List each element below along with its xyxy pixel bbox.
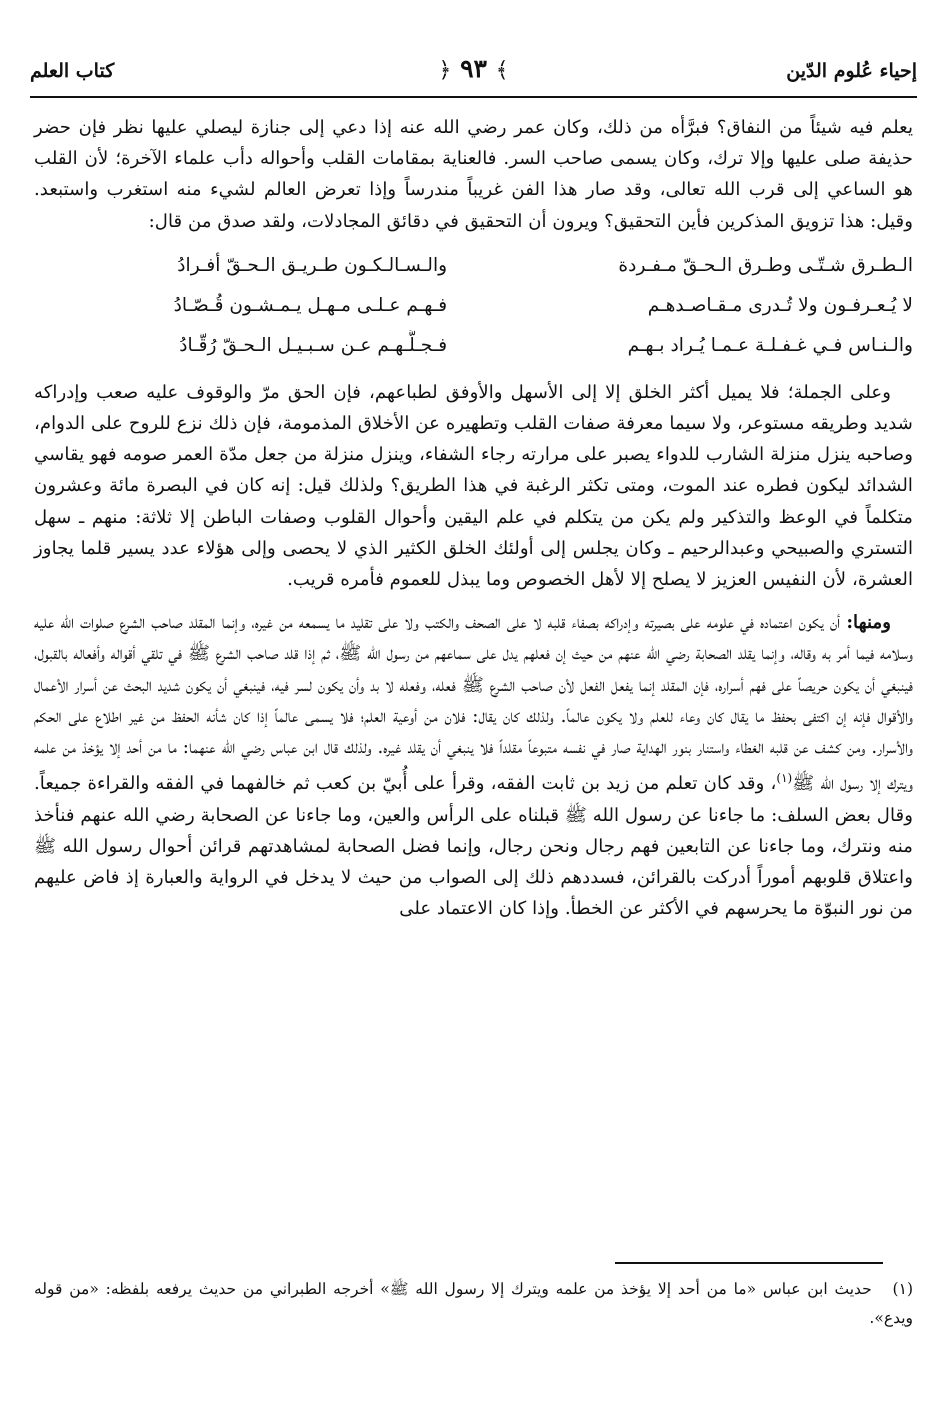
verse-second-hemistich: والـسـالـكـون طـريـق الـحـقّ أفـرادُ xyxy=(177,255,448,277)
right-ornament-icon: ﴿ xyxy=(438,58,452,83)
footnote-number: (١) xyxy=(892,1280,913,1298)
footnote-text: حديث ابن عباس «ما من أحد إلا يؤخذ من علمه ويترك إلا رسول الله ﷺ» أخرجه الطبراني من حديث يرفعه بلفظه: «من قوله ويدع». xyxy=(34,1280,913,1327)
footnote-reference[interactable]: (١) xyxy=(776,771,793,786)
verse-first-hemistich: والـنـاس فـي غـفـلـة عـمـا يُـراد بـهـم xyxy=(627,335,913,357)
paragraph-1: يعلم فيه شيئاً من النفاق؟ فبرَّأه من ذلك، وكان عمر رضي الله عنه إذا دعي إلى جنازة ليصلي عليها نظر فإن حضر حذيفة صلى عليها وإلا ترك، وكان يسمى صاحب السر. فالعناية بمقامات القلب وأحواله دأب علماء الآخرة؛ لأن القلب هو الساعي إلى قرب الله تعالى، وقد صار هذا الفن غريباً مندرساً وإذا تعرض العالم لشيء منه استغرب واستبعد. وقيل: هذا تزويق المذكرين فأين التحقيق؟ ويرون أن التحقيق في دقائق المجادلات، ولقد صدق من قال: xyxy=(34,117,913,232)
paragraph-3-lead: ومنها: xyxy=(846,612,891,634)
poem-verse xyxy=(34,326,913,366)
page-number: ٩٣ xyxy=(460,54,487,83)
verse-second-hemistich: فـجـلُّـهـم عـن سـبـيـل الـحـقّ رُقّـادُ xyxy=(179,335,448,357)
left-ornament-icon: ﴾ xyxy=(495,58,509,83)
footnote-rule xyxy=(615,1262,883,1264)
footnote xyxy=(34,1275,913,1333)
main-text xyxy=(34,112,913,924)
poem-verse xyxy=(34,246,913,286)
footnotes xyxy=(34,1275,913,1333)
verse-second-hemistich: فـهـم عـلـى مـهـل يـمـشـون قُـصّـادُ xyxy=(173,295,448,317)
verse-first-hemistich: الـطـرق شـتّـى وطـرق الـحـقّ مـفـردة xyxy=(618,255,913,277)
paragraph-3-text: أن يكون اعتماده في علومه على بصيرته وإدراكه بصفاء قلبه لا على الصحف والكتب ولا على تقليد ما يسمعه من غيره، وإنما المقلد صاحب الشرع صلوات الله عليه وسلامه فيما أمر به وقاله، وإنما يقلد الصحابة رضي الله عنهم من حيث إن فعلهم يدل على سماعهم من رسول الله ﷺ، ثم إذا قلد صاحب الشرع ﷺ في تلقي أقواله وأفعاله بالقبول، فينبغي أن يكون حريصاً على فهم أسراره، فإن المقلد إنما يفعل الفعل لأن صاحب الشرع ﷺ فعله، وفعله لا بد وأن يكون لسر فيه، فينبغي أن يكون شديد البحث عن أسرار الأعمال والأقوال فإنه إن اكتفى بحفظ ما يقال كان وعاء للعلم ولا يكون عالماً. ولذلك كان يقال: فلان من أوعية العلم؛ فلا يسمى عالماً إذا كان شأنه الحفظ من غير اطلاع على الحكم والأسرار. ومن كشف عن قلبه الغطاء واستنار بنور الهداية صار في نفسه متبوعاً مقلداً فلا ينبغي أن يقلد غيره. ولذلك قال ابن عباس رضي الله عنهما: ما من أحد إلا يؤخذ من علمه ويترك إلا رسول الله ﷺ xyxy=(34,612,914,795)
book-title: إحياء عُلوم الدّين xyxy=(786,60,917,82)
poem-verse xyxy=(34,286,913,326)
verse-first-hemistich: لا يُـعـرفـون ولا تُـدرى مـقـاصـدهـم xyxy=(647,295,913,317)
paragraph-3 xyxy=(34,607,913,924)
chapter-title: كتاب العلم xyxy=(30,60,115,82)
page-number-ornament xyxy=(438,54,508,83)
poem xyxy=(34,246,913,366)
running-header xyxy=(30,52,917,96)
header-rule xyxy=(30,96,917,98)
paragraph-3-tail: ، وقد كان تعلم من زيد بن ثابت الفقه، وقرأ على أُبيّ بن كعب ثم خالفهما في الفقه والقراءة جميعاً. وقال بعض السلف: ما جاءنا عن رسول الله ﷺ قبلناه على الرأس والعين، وما جاءنا عن الصحابة رضي الله عنهم فنأخذ منه ونترك، وما جاءنا عن التابعين فهم رجال ونحن رجال، وإنما فضل الصحابة لمشاهدتهم قرائن أحوال رسول الله ﷺ واعتلاق قلوبهم أموراً أدركت بالقرائن، فسددهم ذلك إلى الصواب من حيث لا يدخل في الرواية والعبارة إذ فاض عليهم من نور النبوّة ما يحرسهم في الأكثر عن الخطأ. وإذا كان الاعتماد على xyxy=(34,773,913,920)
paragraph-2: وعلى الجملة؛ فلا يميل أكثر الخلق إلا إلى الأسهل والأوفق لطباعهم، فإن الحق مرّ والوقوف عليه صعب وإدراكه شديد وطريقه مستوعر، ولا سيما معرفة صفات القلب وتطهيره عن الأخلاق المذمومة، فإن ذلك نزع للروح على الدوام، وصاحبه ينزل منزلة الشارب للدواء يصبر على مرارته رجاء الشفاء، وينزل منزلة من جعل مدّة العمر صومه فهو يقاسي الشدائد ليكون فطره عند الموت، ومتى تكثر الرغبة في هذا الطريق؟ ولذلك قيل: إنه كان في البصرة مائة وعشرون متكلماً في الوعظ والتذكير ولم يكن من يتكلم في علم اليقين وأحوال القلوب وصفات الباطن إلا ثلاثة: منهم ـ سهل التستري والصبيحي وعبدالرحيم ـ وكان يجلس إلى أولئك الخلق الكثير الذي لا يحصى وإلى هؤلاء عدد يسير قلما يجاوز العشرة، لأن النفيس العزيز لا يصلح إلا لأهل الخصوص وما يبذل للعموم فأمره قريب. xyxy=(34,381,913,591)
